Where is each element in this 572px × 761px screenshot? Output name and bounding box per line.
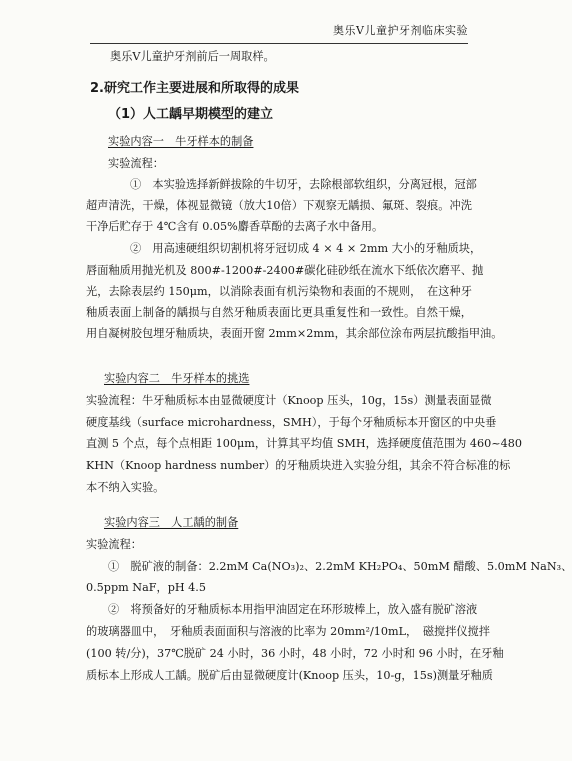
text-line: KHN（Knoop hardness number）的牙釉质块进入实验分组，其余不符合标准的标: [86, 459, 511, 472]
text-line: 质标本上形成人工龋。脱矿后由显微硬度计(Knoop 压头，10-g，15s)测量牙釉质: [86, 669, 493, 682]
text-line: 硬度基线（surface microhardness，SMH），于每个牙釉质标本开窗区的中央垂: [86, 416, 497, 429]
text-line: ② 用高速硬组织切割机将牙冠切成 4 × 4 × 2mm 大小的牙釉质块，: [130, 242, 482, 255]
text-line: 实验流程：牛牙釉质标本由显微硬度计（Knoop 压头，10g，15s）测量表面显微: [86, 394, 492, 407]
text-line: 光，去除表层约 150μm，以消除表面有机污染物和表面的不规则， 在这种牙: [86, 285, 472, 298]
text-line: 0.5ppm NaF，pH 4.5: [86, 581, 206, 594]
text-line: 本不纳入实验。: [86, 481, 165, 494]
text-line: 唇面釉质用抛光机及 800#-1200#-2400#碳化硅砂纸在流水下纸依次磨平、抛: [86, 264, 484, 277]
text-line: 的玻璃器皿中， 牙釉质表面面积与溶液的比率为 20mm²/10mL， 磁搅拌仪搅拌: [86, 625, 490, 638]
experiment-title: 实验内容三 人工龋的制备: [104, 516, 239, 529]
text-line: ① 脱矿液的制备：2.2mM Ca(NO₃)₂、2.2mM KH₂PO₄、50mM 醋酸、5.0mM NaN₃、: [108, 560, 572, 573]
text-line: (100 转/分)，37℃脱矿 24 小时，36 小时，48 小时，72 小时和 96 小时，在牙釉: [86, 647, 504, 660]
experiment-title: 实验内容二 牛牙样本的挑选: [104, 372, 250, 385]
experiment-title: 实验内容一 牛牙样本的制备: [108, 135, 254, 148]
subsection-heading: （1）人工龋早期模型的建立: [108, 107, 274, 122]
running-header: 奥乐Ⅴ儿童护牙剂临床实验: [90, 22, 468, 44]
text-line: 实验流程：: [86, 538, 142, 551]
section-heading: 2.研究工作主要进展和所取得的成果: [90, 81, 299, 96]
text-line: 奥乐Ⅴ儿童护牙剂前后一周取样。: [110, 50, 275, 63]
text-line: ① 本实验选择新鲜拔除的牛切牙，去除根部软组织，分离冠根，冠部: [130, 178, 477, 191]
text-line: 实验流程：: [108, 157, 164, 170]
text-line: 超声清洗，干燥，体视显微镜（放大10倍）下观察无龋损、氟斑、裂痕。冲洗: [86, 199, 472, 212]
text-line: 干净后贮存于 4℃含有 0.05%麝香草酚的去离子水中备用。: [86, 220, 384, 233]
text-line: 直测 5 个点，每个点相距 100μm，计算其平均值 SMH，选择硬度值范围为 460~480: [86, 437, 522, 450]
text-line: ② 将预备好的牙釉质标本用指甲油固定在环形玻棒上，放入盛有脱矿溶液: [108, 603, 478, 616]
text-line: 用自凝树胶包埋牙釉质块，表面开窗 2mm×2mm，其余部位涂布两层抗酸指甲油。: [86, 327, 503, 340]
text-line: 釉质表面上制备的龋损与自然牙釉质表面比更具重复性和一致性。自然干燥，: [86, 306, 472, 319]
